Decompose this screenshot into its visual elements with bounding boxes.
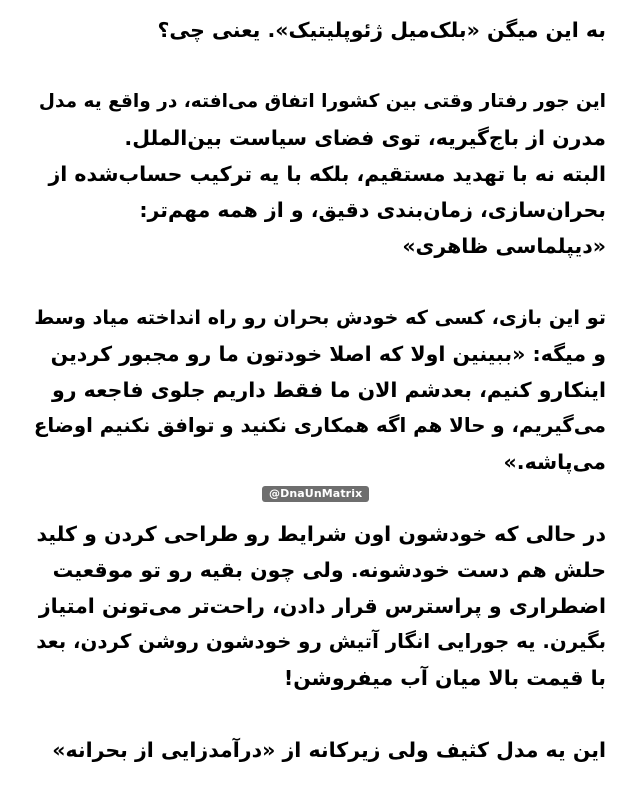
text-line: البته نه با تهدید مستقیم، بلکه با یه ترکیب حساب‌شده از (48, 162, 606, 186)
watermark-label: @DnaUnMatrix (262, 486, 369, 502)
paragraph-reality (34, 516, 606, 696)
text-line: این جور رفتار وقتی بین کشورا اتفاق می‌افته، در واقع یه مدل (38, 91, 606, 112)
text-line: می‌گیریم، و حالا هم اگه همکاری نکنید و توافق نکنیم اوضاع (33, 414, 606, 437)
text-line: بحران‌سازی، زمان‌بندی دقیق، و از همه مهم‌تر: (139, 198, 606, 222)
paragraph-definition (34, 84, 606, 264)
paragraph-gap (34, 264, 606, 300)
text-line: می‌پاشه.» (503, 450, 606, 474)
text-line: این یه مدل کثیف ولی زیرکانه از «درآمدزایی از بحرانه» (52, 738, 606, 762)
paragraph-game (34, 300, 606, 480)
text-line: اضطراری و پراسترس قرار دادن، راحت‌تر می‌تونن امتیاز (38, 594, 606, 618)
text-line: بگیرن. یه جورایی انگار آتیش رو خودشون روشن کردن، بعد (36, 630, 606, 653)
text-line: مدرن از باج‌گیریه، توی فضای سیاست بین‌الملل. (124, 126, 606, 150)
paragraph-gap (34, 48, 606, 84)
text-line: حلش هم دست خودشونه. ولی چون بقیه رو تو موقعیت (52, 558, 606, 582)
paragraph-intro (34, 12, 606, 48)
paragraph-gap (34, 696, 606, 732)
text-line: تو این بازی، کسی که خودش بحران رو راه انداخته میاد وسط (34, 306, 606, 329)
text-line: اینکارو کنیم، بعدشم الان ما فقط داریم جلوی فاجعه رو (51, 378, 606, 402)
text-line: «دیپلماسی ظاهری» (402, 234, 606, 258)
text-line: در حالی که خودشون اون شرایط رو طراحی کردن و کلید (36, 522, 606, 546)
text-line: و میگه: «ببینین اولا که اصلا خودتون ما رو مجبور کردین (50, 342, 606, 366)
text-line: با قیمت بالا میان آب میفروشن! (283, 666, 606, 690)
text-line: به این میگن «بلک‌میل ژئوپلیتیک». یعنی چی؟ (157, 18, 606, 42)
paragraph-conclusion (34, 732, 606, 768)
